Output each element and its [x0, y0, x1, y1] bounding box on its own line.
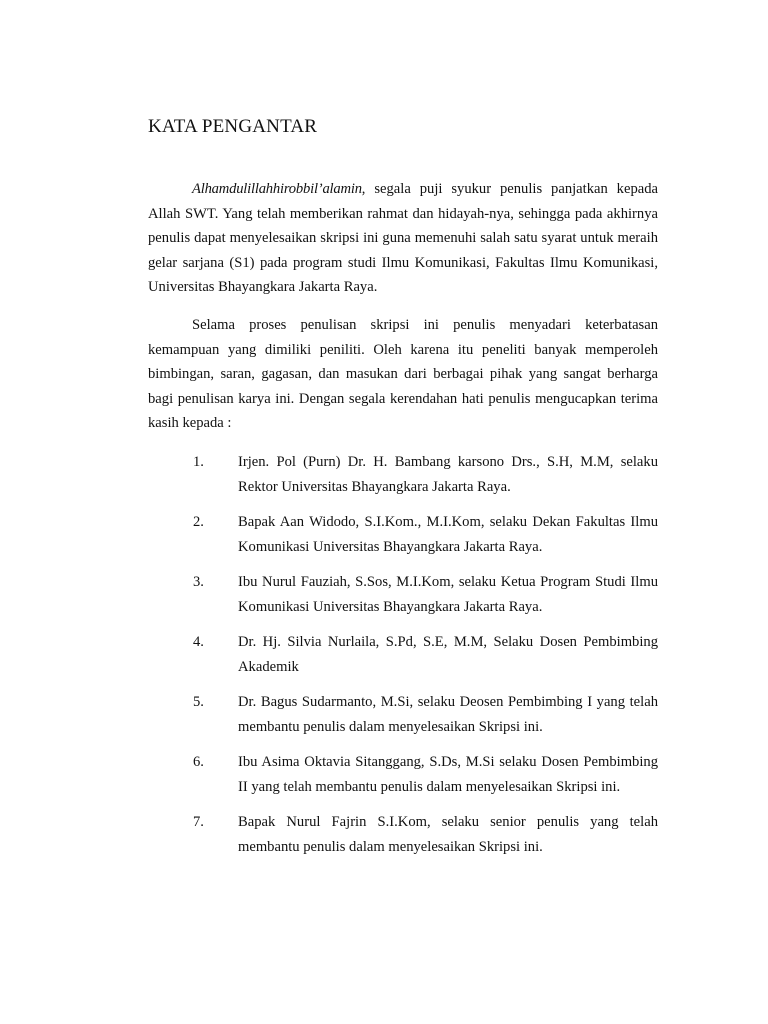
list-item-text: Dr. Hj. Silvia Nurlaila, S.Pd, S.E, M.M, Selaku Dosen Pembimbing Akademik — [238, 634, 658, 675]
list-item-text: Ibu Asima Oktavia Sitanggang, S.Ds, M.Si selaku Dosen Pembimbing II yang telah membantu penulis dalam menyelesaikan Skripsi ini. — [238, 754, 658, 795]
list-item-text: Ibu Nurul Fauziah, S.Sos, M.I.Kom, selaku Ketua Program Studi Ilmu Komunikasi Universitas Bhayangkara Jakarta Raya. — [238, 574, 658, 615]
list-item — [148, 510, 658, 559]
list-item-number: 4. — [193, 634, 204, 650]
opening-paragraph-text: , segala puji syukur penulis panjatkan kepada Allah SWT. Yang telah memberikan rahmat dan hidayah-nya, sehingga pada akhirnya penulis dapat menyelesaikan skripsi ini guna memenuhi salah satu syarat untuk meraih gelar sarjana (S1) pada program studi Ilmu Komunikasi, Fakultas Ilmu Komunikasi, Universitas Bhayangkara Jakarta Raya. — [148, 181, 658, 295]
list-item-number: 2. — [193, 514, 204, 530]
list-item-number: 1. — [193, 454, 204, 470]
paragraph-opening — [148, 177, 658, 300]
paragraph-acknowledgement: Selama proses penulisan skripsi ini penulis menyadari keterbatasan kemampuan yang dimiliki peniliti. Oleh karena itu peneliti banyak memperoleh bimbingan, saran, gagasan, dan masukan dari berbagai pihak yang sangat berharga bagi penulisan karya ini. Dengan segala kerendahan hati penulis mengucapkan terima kasih kepada : — [148, 317, 658, 431]
list-item — [148, 810, 658, 859]
page-title: KATA PENGANTAR — [148, 116, 318, 137]
opening-italic-phrase: Alhamdulillahhirobbil’alamin — [192, 181, 362, 197]
list-item-number: 6. — [193, 754, 204, 770]
list-item — [148, 630, 658, 679]
list-item — [148, 450, 658, 499]
list-item-number: 5. — [193, 694, 204, 710]
acknowledgement-list — [148, 450, 658, 870]
list-item — [148, 750, 658, 799]
list-item-text: Dr. Bagus Sudarmanto, M.Si, selaku Deosen Pembimbing I yang telah membantu penulis dalam menyelesaikan Skripsi ini. — [238, 694, 658, 735]
list-item-text: Irjen. Pol (Purn) Dr. H. Bambang karsono Drs., S.H, M.M, selaku Rektor Universitas Bhayangkara Jakarta Raya. — [238, 454, 658, 495]
list-item-text: Bapak Nurul Fajrin S.I.Kom, selaku senior penulis yang telah membantu penulis dalam menyelesaikan Skripsi ini. — [238, 814, 658, 855]
list-item — [148, 570, 658, 619]
list-item — [148, 690, 658, 739]
list-item-text: Bapak Aan Widodo, S.I.Kom., M.I.Kom, selaku Dekan Fakultas Ilmu Komunikasi Universitas Bhayangkara Jakarta Raya. — [238, 514, 658, 555]
list-item-number: 7. — [193, 814, 204, 830]
list-item-number: 3. — [193, 574, 204, 590]
